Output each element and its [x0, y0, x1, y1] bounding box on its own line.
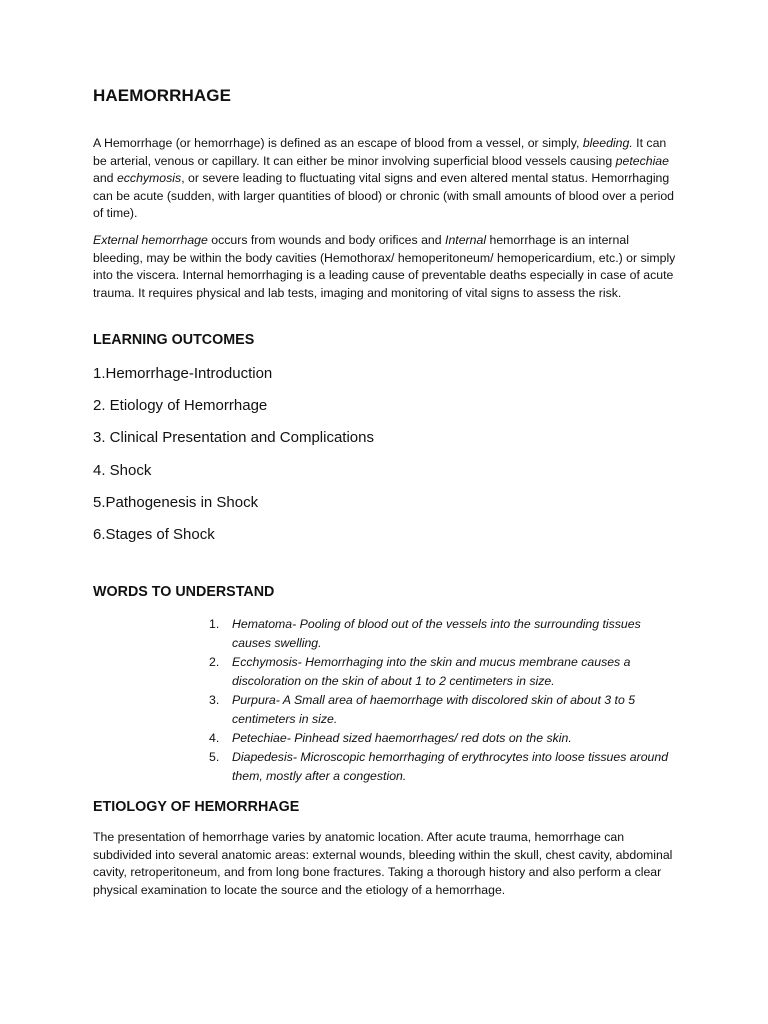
- text-run-italic: Internal: [445, 233, 487, 247]
- etiology-paragraph: The presentation of hemorrhage varies by anatomic location. After acute trauma, hemorrhage can subdivided into several anatomic areas: external wounds, bleeding within the skull, chest cavity, abdominal cavity, retroperitoneum, and from long bone fractures. Taking a thorough history and also perform a clear physical examination to locate the source and the etiology of a hemorrhage.: [93, 830, 673, 897]
- list-number: 3.: [209, 693, 220, 707]
- list-number: 1.: [209, 617, 220, 631]
- list-number: 2.: [209, 655, 220, 669]
- list-item: 1.Hemorrhage-Introduction: [93, 365, 273, 382]
- list-number: 4.: [209, 731, 220, 745]
- list-text: Ecchymosis- Hemorrhaging into the skin and mucus membrane causes a discoloration on the skin of about 1 to 2 centimeters in size.: [232, 655, 631, 688]
- list-item: [209, 653, 669, 691]
- list-item: [209, 729, 669, 748]
- page-title: HAEMORRHAGE: [93, 86, 232, 105]
- list-text: Petechiae- Pinhead sized haemorrhages/ red dots on the skin.: [232, 731, 572, 745]
- text-run: It can be arterial, venous or capillary. It can either be minor involving superficial blood vessels causing: [93, 136, 667, 168]
- text-run: and: [93, 171, 117, 186]
- text-run-italic: petechiae: [615, 153, 669, 168]
- learning-outcomes-heading: LEARNING OUTCOMES: [93, 332, 255, 348]
- list-item: [209, 691, 669, 729]
- text-run-italic: bleeding.: [582, 136, 633, 150]
- list-item: 4. Shock: [93, 461, 152, 479]
- list-item: 3. Clinical Presentation and Complications: [93, 429, 374, 447]
- list-item: 2. Etiology of Hemorrhage: [93, 397, 268, 415]
- list-number: 5.: [209, 750, 220, 764]
- list-item: [209, 615, 669, 653]
- list-item: 6.Stages of Shock: [93, 525, 215, 543]
- text-run: occurs from wounds and body orifices and: [207, 233, 446, 247]
- intro-paragraph-2: [93, 232, 678, 302]
- list-text: Diapedesis- Microscopic hemorrhaging of erythrocytes into loose tissues around them, mostly after a congestion.: [232, 750, 669, 783]
- words-list: [209, 615, 669, 786]
- list-text: Hematoma- Pooling of blood out of the vessels into the surrounding tissues causes swelling.: [232, 617, 641, 650]
- list-text: Purpura- A Small area of haemorrhage with discolored skin of about 3 to 5 centimeters in size.: [232, 693, 636, 726]
- words-heading: WORDS TO UNDERSTAND: [93, 584, 275, 600]
- text-run-italic: External hemorrhage: [93, 233, 208, 247]
- text-run: A Hemorrhage (or hemorrhage) is defined as an escape of blood from a vessel, or simply,: [93, 136, 583, 150]
- text-run: , or severe leading to fluctuating vital signs and even altered mental status. Hemorrhaging can be acute (sudden, with larger quantities of blood) or chronic (with small amounts of blood over a period of time).: [93, 171, 675, 221]
- text-run-italic: ecchymosis: [116, 171, 182, 186]
- list-item: [209, 748, 669, 786]
- intro-paragraph-1: [93, 135, 678, 223]
- text-run: hemorrhage is an internal bleeding, may be within the body cavities (Hemothorax/ hemoperitoneum/ hemopericardium, etc.) or simply into the viscera. Internal hemorrhaging is a leading cause of preventable deaths especially in case of acute trauma. It requires physical and lab tests, imaging and monitoring of vital signs to assess the risk.: [93, 233, 676, 300]
- etiology-heading: ETIOLOGY OF HEMORRHAGE: [93, 799, 300, 815]
- list-item: 5.Pathogenesis in Shock: [93, 493, 259, 511]
- learning-outcomes-list: [93, 364, 374, 557]
